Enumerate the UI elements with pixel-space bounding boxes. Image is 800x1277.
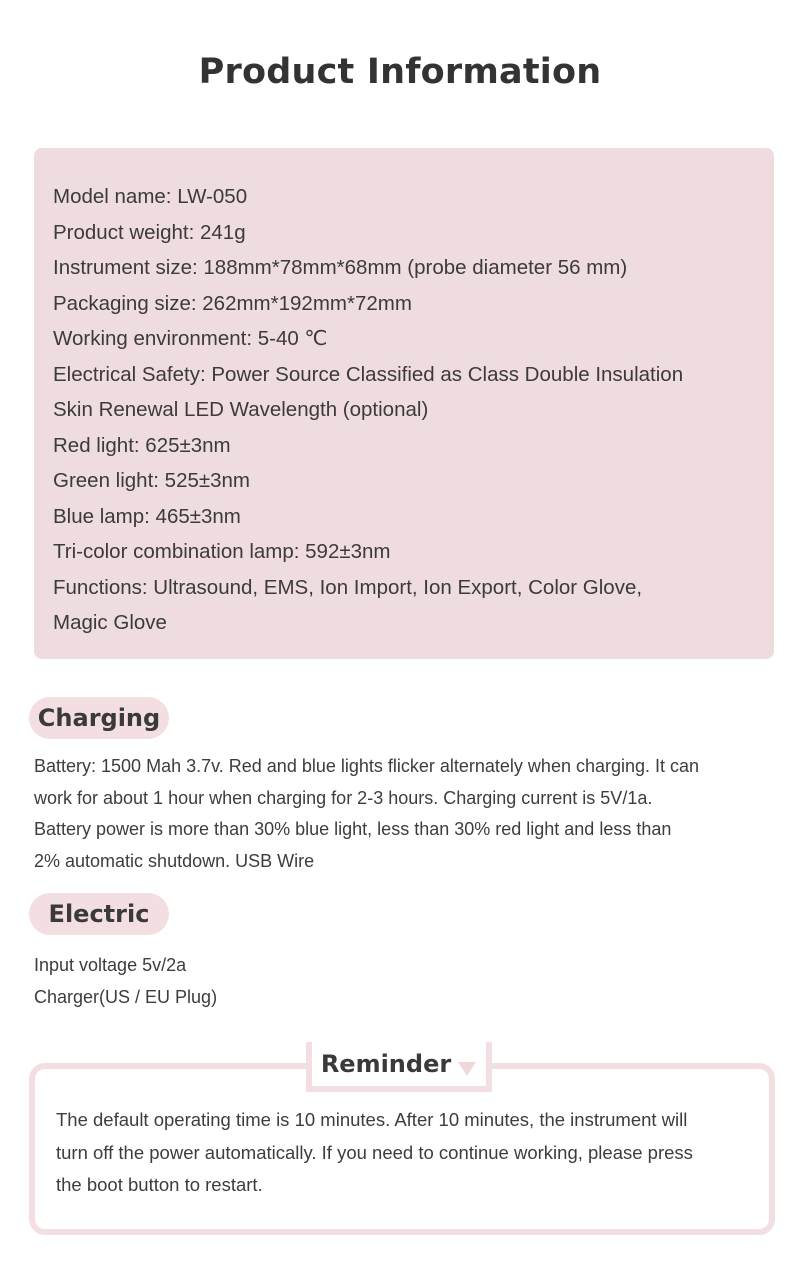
charging-heading: Charging <box>29 697 169 739</box>
reminder-paragraph <box>56 1104 756 1202</box>
spec-line-led-wavelength: Skin Renewal LED Wavelength (optional) <box>53 398 429 421</box>
reminder-line: The default operating time is 10 minutes. After 10 minutes, the instrument will <box>56 1109 688 1130</box>
electric-paragraph <box>34 950 774 1013</box>
reminder-line: turn off the power automatically. If you need to continue working, please press <box>56 1141 693 1163</box>
spec-line-blue-lamp: Blue lamp: 465±3nm <box>53 504 241 528</box>
spec-line-weight: Product weight: 241g <box>53 220 246 244</box>
reminder-line: the boot button to restart. <box>56 1174 263 1195</box>
spec-box <box>34 148 774 659</box>
spec-line-electrical-safety: Electrical Safety: Power Source Classified as Class Double Insulation <box>53 362 684 386</box>
spec-line-functions: Functions: Ultrasound, EMS, Ion Import, Ion Export, Color Glove, <box>53 575 643 599</box>
spec-line-instrument-size: Instrument size: 188mm*78mm*68mm (probe diameter 56 mm) <box>53 256 628 279</box>
electric-line: Charger(US / EU Plug) <box>34 986 218 1007</box>
charging-line: Battery power is more than 30% blue light, less than 30% red light and less than <box>34 819 672 839</box>
spec-line-functions-cont: Magic Glove <box>53 611 167 634</box>
spec-line-green-light: Green light: 525±3nm <box>53 469 251 492</box>
electric-heading: Electric <box>29 893 169 935</box>
triangle-down-icon <box>458 1062 476 1076</box>
spec-line-red-light: Red light: 625±3nm <box>53 433 231 457</box>
charging-line: work for about 1 hour when charging for 2-3 hours. Charging current is 5V/1a. <box>34 787 653 808</box>
spec-line-model: Model name: LW-050 <box>53 185 248 208</box>
spec-line-tri-color: Tri-color combination lamp: 592±3nm <box>53 540 391 563</box>
reminder-heading: Reminder <box>320 1050 452 1078</box>
charging-line: 2% automatic shutdown. USB Wire <box>34 850 315 871</box>
spec-line-packaging-size: Packaging size: 262mm*192mm*72mm <box>53 291 412 315</box>
charging-line: Battery: 1500 Mah 3.7v. Red and blue lights flicker alternately when charging. It can <box>34 756 700 776</box>
spec-line-environment: Working environment: 5-40 ℃ <box>53 327 328 350</box>
electric-line: Input voltage 5v/2a <box>34 955 187 975</box>
charging-paragraph <box>34 751 774 877</box>
page-title: Product Information <box>198 52 602 92</box>
